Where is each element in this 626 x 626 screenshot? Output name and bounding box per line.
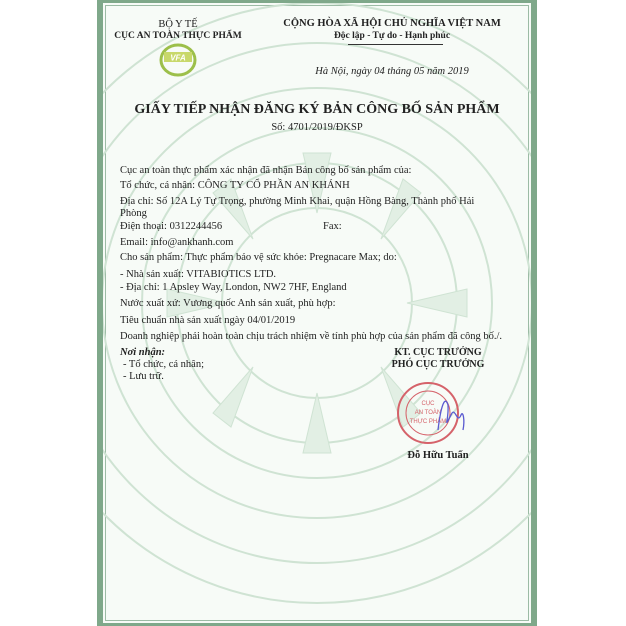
body-origin: Nước xuất xứ: Vương quốc Anh sản xuất, phù hợp:: [120, 298, 336, 309]
body-responsibility: Doanh nghiệp phải hoàn toàn chịu trách nhiệm về tính phù hợp của sản phẩm đã công bố./.: [120, 331, 502, 342]
svg-text:AN TOÀN: AN TOÀN: [414, 410, 442, 416]
signer-name: Đỗ Hữu Tuấn: [407, 450, 469, 461]
national-motto: Độc lập - Tự do - Hạnh phúc: [333, 31, 451, 41]
document-title: GIẤY TIẾP NHẬN ĐĂNG KÝ BẢN CÔNG BỐ SẢN PHẨM: [134, 102, 500, 117]
ministry-name: BỘ Y TẾ: [158, 19, 198, 30]
body-line: Cục an toàn thực phẩm xác nhận đã nhận Bản công bố sản phẩm của:: [120, 165, 412, 176]
svg-text:THỰC PHẨM: THỰC PHẨM: [409, 419, 447, 425]
recipient-item: - Tổ chức, cá nhân;: [123, 359, 205, 370]
vfa-logo-icon: [158, 43, 198, 77]
recipient-item: - Lưu trữ.: [123, 371, 164, 382]
bronze-drum-watermark: [103, 3, 531, 623]
body-email: Email: info@ankhanh.com: [120, 237, 234, 248]
body-product: Cho sản phẩm: Thực phẩm bảo vệ sức khỏe: Pregnacare Max; do:: [120, 252, 397, 263]
body-phone: Điện thoại: 0312244456: [120, 221, 223, 232]
official-stamp-icon: [393, 375, 483, 450]
body-manufacturer-address: - Địa chỉ: 1 Apsley Way, London, NW2 7HF, England: [120, 282, 347, 293]
body-fax: Fax:: [323, 221, 342, 232]
issue-date: Hà Nội, ngày 04 tháng 05 năm 2019: [315, 66, 469, 77]
recipients-label: Nơi nhận:: [120, 347, 166, 358]
agency-name: CỤC AN TOÀN THỰC PHẨM: [114, 31, 242, 41]
country-name: CỘNG HÒA XÃ HỘI CHỦ NGHĨA VIỆT NAM: [283, 18, 501, 29]
body-manufacturer: - Nhà sản xuất: VITABIOTICS LTD.: [120, 269, 277, 280]
body-standard: Tiêu chuẩn nhà sản xuất ngày 04/01/2019: [120, 315, 296, 326]
certificate-page: [97, 0, 537, 626]
signer-subtitle: PHÓ CỤC TRƯỞNG: [391, 359, 485, 370]
body-organization: Tổ chức, cá nhân: CÔNG TY CỔ PHẦN AN KHÁNH: [120, 180, 350, 191]
signer-title: KT. CỤC TRƯỞNG: [394, 347, 482, 358]
motto-underline: [348, 44, 443, 45]
body-address: Địa chỉ: Số 12A Lý Tự Trọng, phường Minh Khai, quận Hồng Bàng, Thành phố Hải: [120, 196, 475, 207]
svg-text:CỤC: CỤC: [421, 401, 435, 407]
svg-text:VFA: VFA: [170, 53, 186, 63]
body-address-cont: Phòng: [120, 208, 147, 219]
document-number: Số: 4701/2019/ĐKSP: [271, 122, 363, 133]
